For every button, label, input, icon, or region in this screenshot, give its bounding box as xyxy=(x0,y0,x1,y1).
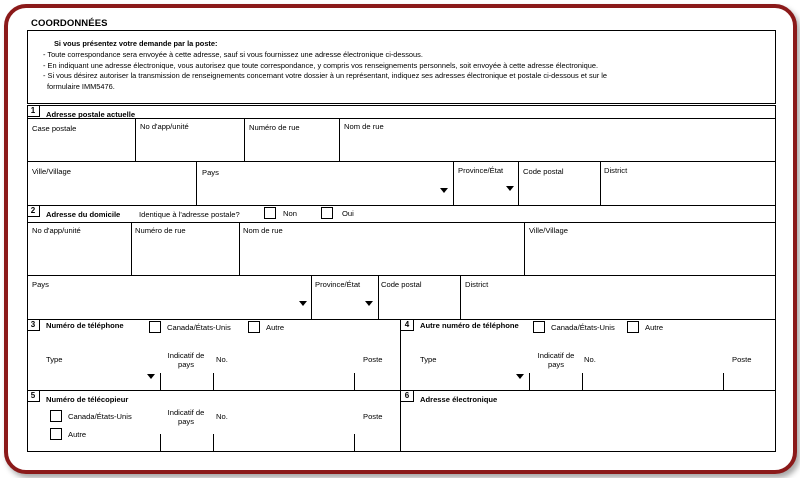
city-label-2: Ville/Village xyxy=(529,226,568,235)
street-number-label: Numéro de rue xyxy=(249,123,300,132)
same-address-question: Identique à l'adresse postale? xyxy=(139,210,240,219)
street-name-label-2: Nom de rue xyxy=(243,226,283,235)
case-postale-label: Case postale xyxy=(32,124,77,133)
phone-number-label: No. xyxy=(216,355,228,364)
country-dropdown-icon-2[interactable] xyxy=(299,301,307,306)
app-unit-label: No d'app/unité xyxy=(140,122,189,131)
section-6-title: Adresse électronique xyxy=(420,395,498,404)
phone-canada-label: Canada/États-Unis xyxy=(167,323,231,332)
fax-extension-label: Poste xyxy=(363,412,383,421)
street-name-field[interactable] xyxy=(340,134,775,160)
section-5-number: 5 xyxy=(27,390,40,402)
phone-type-label: Type xyxy=(46,355,63,364)
section-6-number: 6 xyxy=(401,390,414,402)
street-name-label: Nom de rue xyxy=(344,122,384,131)
postal-code-label-2: Code postal xyxy=(381,280,422,289)
phone-canada-checkbox[interactable] xyxy=(149,321,161,333)
section-5-title: Numéro de télécopieur xyxy=(46,395,129,404)
alt-phone-number-label: No. xyxy=(584,355,596,364)
section-2-title: Adresse du domicile xyxy=(46,210,121,219)
same-address-yes-checkbox[interactable] xyxy=(321,207,333,219)
alt-phone-canada-checkbox[interactable] xyxy=(533,321,545,333)
street-number-field[interactable] xyxy=(245,134,338,160)
alt-phone-extension-label: Poste xyxy=(732,355,752,364)
phone-extension-label: Poste xyxy=(363,355,383,364)
alt-phone-type-label: Type xyxy=(420,355,437,364)
section-title: COORDONNÉES xyxy=(31,18,108,29)
app-unit-label-2: No d'app/unité xyxy=(32,226,81,235)
intro-line: - Toute correspondance sera envoyée à cette adresse, sauf si vous fournissez une adresse électronique ci-dessous. xyxy=(43,49,423,59)
country-dropdown-icon[interactable] xyxy=(440,188,448,193)
alt-phone-canada-label: Canada/États-Unis xyxy=(551,323,615,332)
postal-code-label: Code postal xyxy=(523,167,564,176)
alt-phone-type-dropdown-icon[interactable] xyxy=(516,374,524,379)
fax-country-code-label: Indicatif de pays xyxy=(167,408,205,426)
section-4-number: 4 xyxy=(401,319,414,331)
alt-phone-country-code-label: Indicatif de pays xyxy=(537,351,575,369)
yes-label: Oui xyxy=(342,209,354,218)
contact-form xyxy=(27,18,776,452)
district-label-2: District xyxy=(465,280,489,289)
section-1-title: Adresse postale actuelle xyxy=(46,110,136,119)
country-label: Pays xyxy=(202,168,219,177)
alt-phone-other-checkbox[interactable] xyxy=(627,321,639,333)
alt-phone-other-label: Autre xyxy=(645,323,664,332)
country-label-2: Pays xyxy=(32,280,49,289)
intro-text xyxy=(43,39,607,93)
fax-other-label: Autre xyxy=(68,430,87,439)
case-postale-field[interactable] xyxy=(28,134,134,160)
intro-heading: Si vous présentez votre demande par la poste: xyxy=(54,39,218,48)
email-field[interactable] xyxy=(402,404,774,450)
app-unit-field[interactable] xyxy=(136,134,243,160)
district-label: District xyxy=(604,166,628,175)
section-1-number: 1 xyxy=(27,105,40,117)
phone-other-checkbox[interactable] xyxy=(248,321,260,333)
same-address-no-checkbox[interactable] xyxy=(264,207,276,219)
street-number-label-2: Numéro de rue xyxy=(135,226,186,235)
phone-country-code-label: Indicatif de pays xyxy=(167,351,205,369)
fax-canada-checkbox[interactable] xyxy=(50,410,62,422)
intro-line: formulaire IMM5476. xyxy=(47,82,115,92)
province-dropdown-icon[interactable] xyxy=(506,186,514,191)
province-label: Province/État xyxy=(458,166,504,175)
intro-line: - En indiquant une adresse électronique, vous autorisez que toute correspondance, y compris vos renseignements personnels, soit envoyée à cette adresse électronique. xyxy=(43,60,599,70)
fax-canada-label: Canada/États-Unis xyxy=(68,412,132,421)
phone-type-dropdown-icon[interactable] xyxy=(147,374,155,379)
city-label: Ville/Village xyxy=(32,167,71,176)
fax-number-label: No. xyxy=(216,412,228,421)
section-4-title: Autre numéro de téléphone xyxy=(420,321,519,330)
intro-line: - Si vous désirez autoriser la transmission de renseignements concernant votre dossier à un représentant, indiquez ses adresses électronique et postale ci-dessous et sur le xyxy=(43,71,608,81)
phone-other-label: Autre xyxy=(266,323,285,332)
section-2-number: 2 xyxy=(27,205,40,217)
fax-other-checkbox[interactable] xyxy=(50,428,62,440)
no-label: Non xyxy=(283,209,297,218)
section-3-title: Numéro de téléphone xyxy=(46,321,124,330)
province-dropdown-icon-2[interactable] xyxy=(365,301,373,306)
province-label-2: Province/État xyxy=(315,280,361,289)
section-3-number: 3 xyxy=(27,319,40,331)
